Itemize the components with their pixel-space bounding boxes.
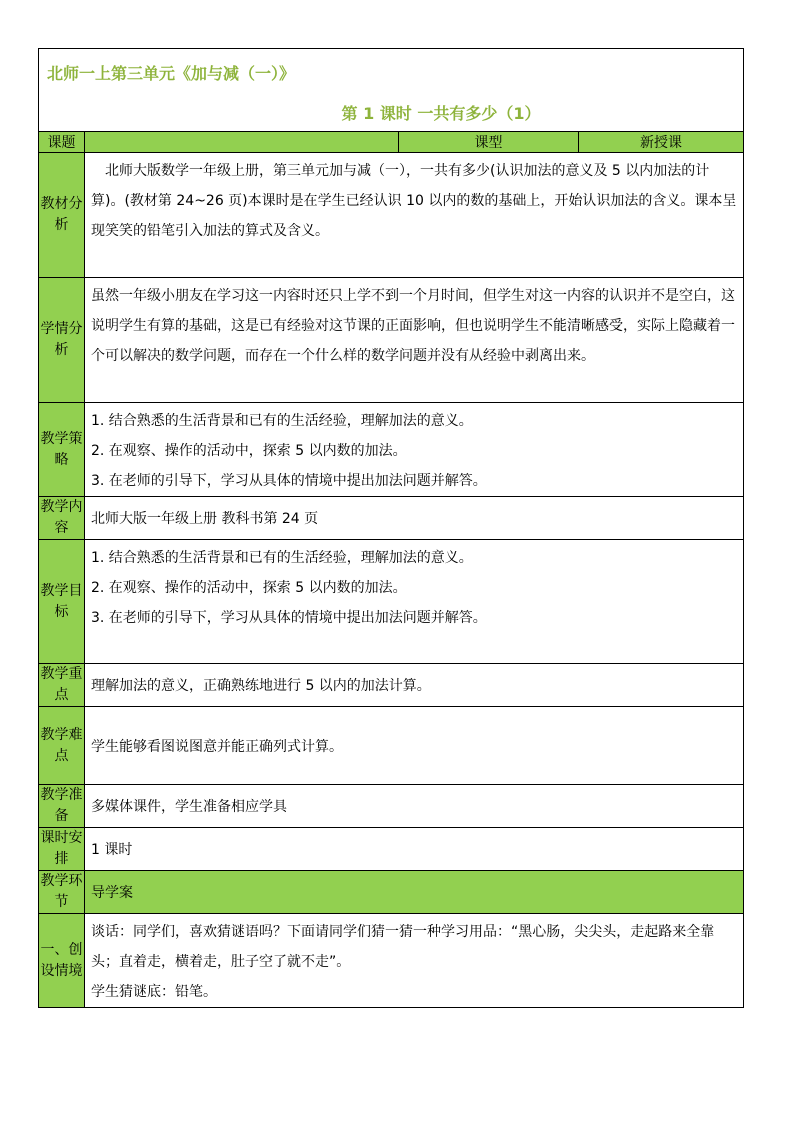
- student-analysis-row: [39, 278, 744, 403]
- difficulties-row: [39, 707, 744, 785]
- section-one-row: [39, 914, 744, 1008]
- student-analysis-cell: [85, 278, 744, 403]
- goals-row: [39, 540, 744, 664]
- course-title-cell: [85, 132, 399, 153]
- key-points-row: [39, 664, 744, 707]
- strategy-item: 1. 结合熟悉的生活背景和已有的生活经验，理解加法的意义。: [91, 413, 473, 429]
- preparation-row: [39, 785, 744, 828]
- course-type-label: 课型: [399, 132, 579, 153]
- textbook-analysis-cell: [85, 153, 744, 278]
- header-row: [39, 49, 744, 132]
- textbook-analysis-text: 北师大版数学一年级上册，第三单元加与减（一），一共有多少(认识加法的意义及 5 以内加法的计算)。(教材第 24~26 页)本课时是在学生已经认识 10 以内的数的基础上，开始认识加法的含义。课本呈现笑笑的铅笔引入加法的算式及含义。: [91, 163, 737, 239]
- course-label: 课题: [39, 132, 85, 153]
- content-row: [39, 497, 744, 540]
- goals-cell: [85, 540, 744, 664]
- strategy-cell: [85, 403, 744, 497]
- stage-text: 导学案: [85, 871, 744, 914]
- stage-label: 教学环节: [39, 871, 85, 914]
- key-points-label: 教学重点: [39, 664, 85, 707]
- strategy-item: 2. 在观察、操作的活动中，探索 5 以内数的加法。: [91, 443, 407, 459]
- goals-item: 2. 在观察、操作的活动中，探索 5 以内数的加法。: [91, 580, 407, 596]
- schedule-text: 1 课时: [85, 828, 744, 871]
- textbook-analysis-label: 教材分析: [39, 153, 85, 278]
- goals-label: 教学目标: [39, 540, 85, 664]
- lesson-title: 第 1 课时 一共有多少（1）: [341, 104, 541, 123]
- content-label: 教学内容: [39, 497, 85, 540]
- section-one-line: 学生猜谜底：铅笔。: [91, 984, 217, 1000]
- difficulties-text: 学生能够看图说图意并能正确列式计算。: [85, 707, 744, 785]
- key-points-text: 理解加法的意义，正确熟练地进行 5 以内的加法计算。: [85, 664, 744, 707]
- preparation-label: 教学准备: [39, 785, 85, 828]
- goals-item: 3. 在老师的引导下，学习从具体的情境中提出加法问题并解答。: [91, 610, 487, 626]
- strategy-item: 3. 在老师的引导下，学习从具体的情境中提出加法问题并解答。: [91, 473, 487, 489]
- content-text: 北师大版一年级上册 教科书第 24 页: [85, 497, 744, 540]
- difficulties-label: 教学难点: [39, 707, 85, 785]
- section-one-line: 谈话：同学们，喜欢猜谜语吗？下面请同学们猜一猜一种学习用品：“黑心肠，尖尖头，走起路来全靠头；直着走，横着走，肚子空了就不走”。: [91, 924, 715, 970]
- section-one-cell: [85, 914, 744, 1008]
- textbook-analysis-row: [39, 153, 744, 278]
- unit-title: 北师一上第三单元《加与减（一）》: [47, 64, 296, 83]
- stage-row: [39, 871, 744, 914]
- student-analysis-text: 虽然一年级小朋友在学习这一内容时还只上学不到一个月时间，但学生对这一内容的认识并不是空白，这说明学生有算的基础，这是已有经验对这节课的正面影响，但也说明学生不能清晰感受，实际上隐藏着一个可以解决的数学问题，而存在一个什么样的数学问题并没有从经验中剥离出来。: [91, 288, 735, 364]
- student-analysis-label: 学情分析: [39, 278, 85, 403]
- lesson-plan-table: [38, 48, 744, 1008]
- section-one-label: 一、创设情境: [39, 914, 85, 1008]
- header-cell: [39, 49, 744, 132]
- strategy-row: [39, 403, 744, 497]
- preparation-text: 多媒体课件，学生准备相应学具: [85, 785, 744, 828]
- strategy-label: 教学策略: [39, 403, 85, 497]
- schedule-row: [39, 828, 744, 871]
- schedule-label: 课时安排: [39, 828, 85, 871]
- course-row: [39, 132, 744, 153]
- goals-item: 1. 结合熟悉的生活背景和已有的生活经验，理解加法的意义。: [91, 550, 473, 566]
- course-type-value: 新授课: [579, 132, 744, 153]
